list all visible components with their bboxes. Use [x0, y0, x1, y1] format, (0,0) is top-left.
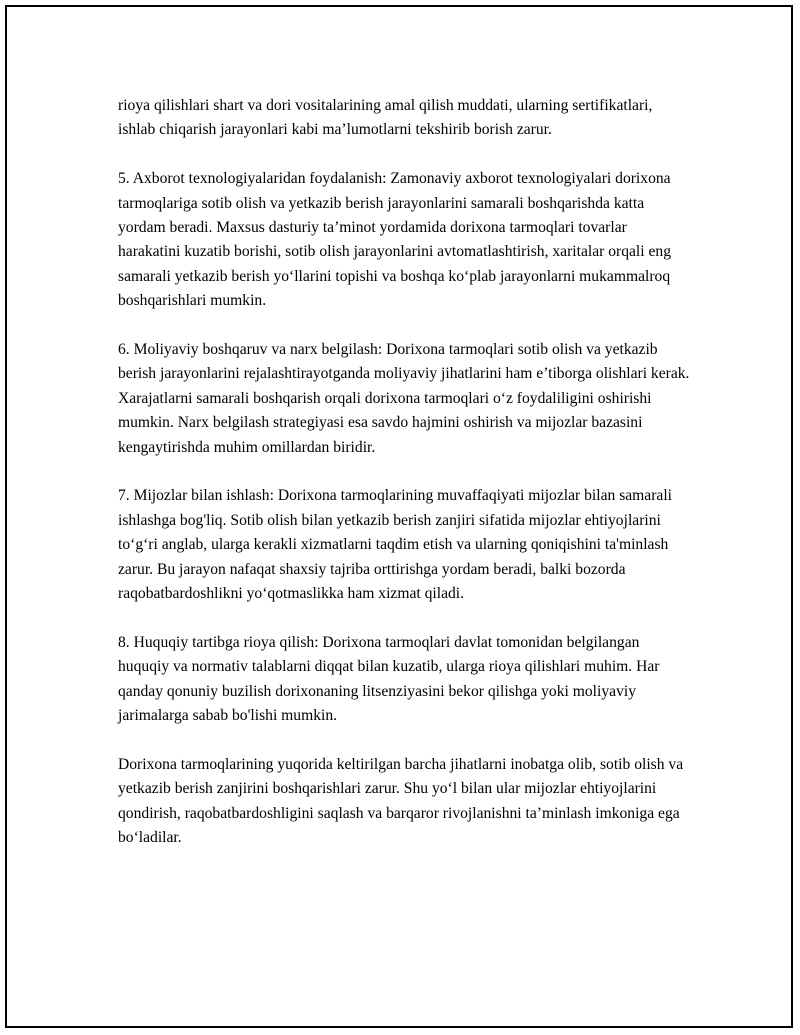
paragraph-item-6: 6. Moliyaviy boshqaruv va narx belgilash: Dorixona tarmoqlari sotib olish va yetkazib berish jarayonlarini rejalashtirayotganda moliyaviy jihatlarini ham e’tiborga olishlari kerak. Xarajatlarni samarali boshqarish orqali dorixona tarmoqlari o‘z foydaliligini oshirishi mumkin. Narx belgilash strategiyasi esa savdo hajmini oshirish va mijozlar bazasini kengaytirishda muhim omillardan biridir.	[118, 341, 690, 456]
paragraph-item-8: 8. Huquqiy tartibga rioya qilish: Dorixona tarmoqlari davlat tomonidan belgilangan huquqiy va normativ talablarni diqqat bilan kuzatib, ularga rioya qilishlari muhim. Har qanday qonuniy buzilish dorixonaning litsenziyasini bekor qilishga yoki moliyaviy jarimalarga sabab bo'lishi mumkin.	[118, 633, 660, 725]
document-body	[118, 94, 693, 851]
paragraph-conclusion: Dorixona tarmoqlarining yuqorida keltirilgan barcha jihatlarni inobatga olib, sotib olish va yetkazib berish zanjirini boshqarishlari zarur. Shu yo‘l bilan ular mijozlar ehtiyojlarini qondirish, raqobatbardoshligini saqlash va barqaror rivojlanishni ta’minlash imkoniga ega bo‘ladilar.	[118, 755, 684, 847]
paragraph-item-5: 5. Axborot texnologiyalaridan foydalanish: Zamonaviy axborot texnologiyalari dorixona tarmoqlariga sotib olish va yetkazib berish jarayonlarini samarali boshqarishda katta yordam beradi. Maxsus dasturiy ta’minot yordamida dorixona tarmoqlari tovarlar harakatini kuzatib borishi, sotib olish jarayonlarini avtomatlashtirish, xaritalar orqali eng samarali yetkazib berish yo‘llarini topishi va boshqa ko‘plab jarayonlarni mukammalroq boshqarishlari mumkin.	[118, 170, 671, 310]
paragraph-item-7: 7. Mijozlar bilan ishlash: Dorixona tarmoqlarining muvaffaqiyati mijozlar bilan samarali ishlashga bog'liq. Sotib olish bilan yetkazib berish zanjiri sifatida mijozlar ehtiyojlarini to‘g‘ri anglab, ularga kerakli xizmatlarni taqdim etish va ularning qoniqishini ta'minlash zarur. Bu jarayon nafaqat shaxsiy tajriba orttirishga yordam beradi, balki bozorda raqobatbardoshlikni yo‘qotmaslikka ham xizmat qiladi.	[118, 487, 673, 603]
paragraph-continuation: rioya qilishlari shart va dori vositalarining amal qilish muddati, ularning sertifikatlari, ishlab chiqarish jarayonlari kabi ma’lumotlarni tekshirib borish zarur.	[118, 97, 653, 139]
